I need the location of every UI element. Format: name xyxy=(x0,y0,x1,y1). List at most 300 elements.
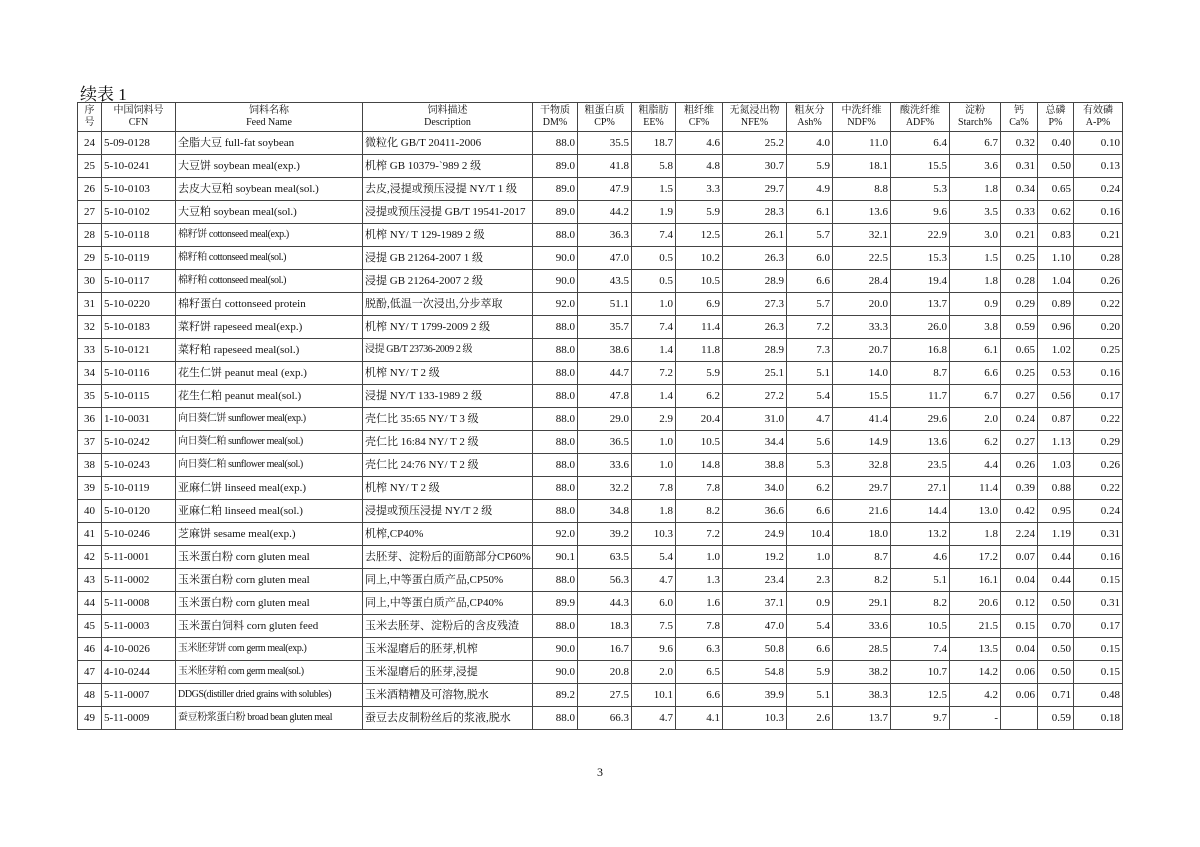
column-header xyxy=(723,103,787,132)
value-cell: 2.24 xyxy=(1001,523,1038,546)
value-cell: 88.0 xyxy=(533,224,578,247)
value-cell: 0.96 xyxy=(1038,316,1074,339)
value-cell: 4.7 xyxy=(632,707,676,730)
table-row xyxy=(78,270,1123,293)
feed-description: 脱酚,低温一次浸出,分步萃取 xyxy=(363,293,533,316)
feed-name: 花生仁饼 peanut meal (exp.) xyxy=(176,362,363,385)
value-cell: 33.6 xyxy=(578,454,632,477)
value-cell: 0.16 xyxy=(1074,546,1123,569)
value-cell: 27.2 xyxy=(723,385,787,408)
value-cell: 0.48 xyxy=(1074,684,1123,707)
column-header-en: EE% xyxy=(643,117,664,128)
value-cell: 0.04 xyxy=(1001,569,1038,592)
feed-number: 5-09-0128 xyxy=(102,132,176,155)
value-cell: 0.24 xyxy=(1074,178,1123,201)
table-row xyxy=(78,684,1123,707)
value-cell: 88.0 xyxy=(533,569,578,592)
value-cell: - xyxy=(950,707,1001,730)
row-number: 37 xyxy=(78,431,102,454)
value-cell: 47.0 xyxy=(723,615,787,638)
value-cell: 88.0 xyxy=(533,132,578,155)
column-header-en: Ash% xyxy=(797,117,822,128)
value-cell: 7.2 xyxy=(632,362,676,385)
column-header xyxy=(1074,103,1123,132)
feed-name: 玉米蛋白粉 corn gluten meal xyxy=(176,546,363,569)
table-row xyxy=(78,293,1123,316)
value-cell: 88.0 xyxy=(533,316,578,339)
column-header-zh: 总磷 xyxy=(1045,105,1066,116)
feed-number: 5-10-0102 xyxy=(102,201,176,224)
value-cell: 8.8 xyxy=(833,178,891,201)
feed-name: 蚕豆粉浆蛋白粉 broad bean gluten meal xyxy=(176,707,363,730)
feed-number: 4-10-0026 xyxy=(102,638,176,661)
value-cell: 34.4 xyxy=(723,431,787,454)
column-header-en: 号 xyxy=(84,117,95,128)
value-cell: 0.65 xyxy=(1038,178,1074,201)
feed-number: 5-10-0119 xyxy=(102,477,176,500)
table-row xyxy=(78,316,1123,339)
table-row xyxy=(78,661,1123,684)
value-cell: 20.6 xyxy=(950,592,1001,615)
value-cell: 13.6 xyxy=(891,431,950,454)
feed-number: 5-10-0121 xyxy=(102,339,176,362)
value-cell: 37.1 xyxy=(723,592,787,615)
row-number: 49 xyxy=(78,707,102,730)
value-cell: 1.10 xyxy=(1038,247,1074,270)
value-cell: 1.13 xyxy=(1038,431,1074,454)
value-cell: 0.18 xyxy=(1074,707,1123,730)
feed-name: 玉米胚芽饼 corn germ meal(exp.) xyxy=(176,638,363,661)
feed-number: 5-11-0009 xyxy=(102,707,176,730)
value-cell: 0.12 xyxy=(1001,592,1038,615)
table-row xyxy=(78,178,1123,201)
value-cell: 25.2 xyxy=(723,132,787,155)
feed-number: 5-10-0119 xyxy=(102,247,176,270)
value-cell: 90.0 xyxy=(533,661,578,684)
value-cell: 0.28 xyxy=(1074,247,1123,270)
value-cell: 0.25 xyxy=(1001,362,1038,385)
feed-number: 5-10-0242 xyxy=(102,431,176,454)
row-number: 27 xyxy=(78,201,102,224)
value-cell: 13.7 xyxy=(891,293,950,316)
feed-name: 玉米胚芽粕 corn germ meal(sol.) xyxy=(176,661,363,684)
value-cell: 1.4 xyxy=(632,385,676,408)
feed-number: 5-11-0003 xyxy=(102,615,176,638)
value-cell: 41.4 xyxy=(833,408,891,431)
feed-name: 棉籽粕 cottonseed meal(sol.) xyxy=(176,247,363,270)
column-header-zh: 序 xyxy=(84,105,95,116)
value-cell: 88.0 xyxy=(533,339,578,362)
value-cell: 0.15 xyxy=(1074,569,1123,592)
row-number: 42 xyxy=(78,546,102,569)
value-cell: 20.8 xyxy=(578,661,632,684)
value-cell: 8.7 xyxy=(891,362,950,385)
value-cell: 35.7 xyxy=(578,316,632,339)
value-cell: 18.0 xyxy=(833,523,891,546)
value-cell: 0.24 xyxy=(1074,500,1123,523)
table-row xyxy=(78,569,1123,592)
value-cell: 0.15 xyxy=(1074,638,1123,661)
value-cell: 63.5 xyxy=(578,546,632,569)
value-cell: 32.8 xyxy=(833,454,891,477)
value-cell: 0.21 xyxy=(1074,224,1123,247)
value-cell: 6.9 xyxy=(676,293,723,316)
value-cell: 35.5 xyxy=(578,132,632,155)
value-cell: 0.26 xyxy=(1001,454,1038,477)
value-cell: 7.5 xyxy=(632,615,676,638)
feed-number: 5-10-0243 xyxy=(102,454,176,477)
feed-description: 机榨 NY/ T 1799-2009 2 级 xyxy=(363,316,533,339)
column-header-en: CP% xyxy=(594,117,615,128)
table-row xyxy=(78,454,1123,477)
value-cell: 7.4 xyxy=(632,316,676,339)
value-cell: 0.50 xyxy=(1038,155,1074,178)
value-cell: 4.6 xyxy=(891,546,950,569)
value-cell: 6.3 xyxy=(676,638,723,661)
value-cell: 28.9 xyxy=(723,270,787,293)
value-cell: 14.4 xyxy=(891,500,950,523)
value-cell: 5.4 xyxy=(787,615,833,638)
value-cell: 6.4 xyxy=(891,132,950,155)
table-row xyxy=(78,362,1123,385)
column-header-en: CFN xyxy=(128,117,149,128)
value-cell: 43.5 xyxy=(578,270,632,293)
row-number: 40 xyxy=(78,500,102,523)
value-cell: 92.0 xyxy=(533,523,578,546)
feed-number: 5-10-0103 xyxy=(102,178,176,201)
value-cell: 19.4 xyxy=(891,270,950,293)
row-number: 38 xyxy=(78,454,102,477)
value-cell: 2.0 xyxy=(632,661,676,684)
value-cell: 7.8 xyxy=(676,615,723,638)
value-cell: 88.0 xyxy=(533,500,578,523)
column-header xyxy=(632,103,676,132)
value-cell: 0.5 xyxy=(632,270,676,293)
table-row xyxy=(78,431,1123,454)
value-cell: 6.1 xyxy=(950,339,1001,362)
value-cell: 0.15 xyxy=(1074,661,1123,684)
value-cell: 5.9 xyxy=(787,661,833,684)
value-cell: 0.32 xyxy=(1001,132,1038,155)
value-cell: 1.4 xyxy=(632,339,676,362)
value-cell: 6.1 xyxy=(787,201,833,224)
row-number: 36 xyxy=(78,408,102,431)
column-header xyxy=(533,103,578,132)
value-cell: 21.5 xyxy=(950,615,1001,638)
value-cell: 29.1 xyxy=(833,592,891,615)
value-cell: 47.8 xyxy=(578,385,632,408)
column-header xyxy=(1038,103,1074,132)
feed-number: 5-10-0115 xyxy=(102,385,176,408)
feed-composition-table xyxy=(77,102,1123,730)
value-cell: 38.3 xyxy=(833,684,891,707)
value-cell: 0.27 xyxy=(1001,431,1038,454)
value-cell: 1.5 xyxy=(632,178,676,201)
value-cell: 17.2 xyxy=(950,546,1001,569)
column-header-en: DM% xyxy=(542,117,568,128)
value-cell: 41.8 xyxy=(578,155,632,178)
feed-name: 大豆粕 soybean meal(sol.) xyxy=(176,201,363,224)
table-header xyxy=(78,103,1123,132)
column-header-en: NDF% xyxy=(847,117,876,128)
value-cell: 88.0 xyxy=(533,362,578,385)
value-cell: 0.15 xyxy=(1001,615,1038,638)
value-cell: 6.5 xyxy=(676,661,723,684)
value-cell: 1.9 xyxy=(632,201,676,224)
value-cell: 38.6 xyxy=(578,339,632,362)
value-cell: 0.88 xyxy=(1038,477,1074,500)
value-cell: 34.8 xyxy=(578,500,632,523)
value-cell: 10.4 xyxy=(787,523,833,546)
value-cell: 1.04 xyxy=(1038,270,1074,293)
feed-name: 玉米蛋白饲料 corn gluten feed xyxy=(176,615,363,638)
feed-description: 浸提 GB 21264-2007 1 级 xyxy=(363,247,533,270)
row-number: 25 xyxy=(78,155,102,178)
column-header-zh: 饲料描述 xyxy=(427,105,468,116)
value-cell: 3.8 xyxy=(950,316,1001,339)
value-cell: 6.6 xyxy=(787,638,833,661)
feed-name: 全脂大豆 full-fat soybean xyxy=(176,132,363,155)
row-number: 28 xyxy=(78,224,102,247)
value-cell: 88.0 xyxy=(533,431,578,454)
value-cell: 20.7 xyxy=(833,339,891,362)
feed-description: 玉米去胚芽、淀粉后的含皮残渣 xyxy=(363,615,533,638)
value-cell: 89.2 xyxy=(533,684,578,707)
value-cell: 0.04 xyxy=(1001,638,1038,661)
value-cell: 4.2 xyxy=(950,684,1001,707)
value-cell: 11.4 xyxy=(676,316,723,339)
value-cell: 0.44 xyxy=(1038,546,1074,569)
value-cell: 1.6 xyxy=(676,592,723,615)
value-cell: 10.5 xyxy=(891,615,950,638)
feed-number: 5-11-0002 xyxy=(102,569,176,592)
value-cell: 29.7 xyxy=(723,178,787,201)
feed-name: 菜籽饼 rapeseed meal(exp.) xyxy=(176,316,363,339)
value-cell: 8.2 xyxy=(891,592,950,615)
column-header xyxy=(578,103,632,132)
value-cell: 6.2 xyxy=(787,477,833,500)
value-cell: 1.02 xyxy=(1038,339,1074,362)
value-cell: 5.3 xyxy=(891,178,950,201)
value-cell: 36.3 xyxy=(578,224,632,247)
value-cell: 22.9 xyxy=(891,224,950,247)
row-number: 41 xyxy=(78,523,102,546)
feed-description: 机榨 NY/ T 2 级 xyxy=(363,362,533,385)
feed-description: 机榨 NY/ T 129-1989 2 级 xyxy=(363,224,533,247)
column-header xyxy=(676,103,723,132)
value-cell: 0.13 xyxy=(1074,155,1123,178)
value-cell: 10.3 xyxy=(723,707,787,730)
value-cell: 4.0 xyxy=(787,132,833,155)
row-number: 26 xyxy=(78,178,102,201)
value-cell: 13.7 xyxy=(833,707,891,730)
value-cell: 5.3 xyxy=(787,454,833,477)
column-header-zh: 粗脂肪 xyxy=(638,105,669,116)
column-header-en: Ca% xyxy=(1009,117,1029,128)
value-cell: 10.5 xyxy=(676,431,723,454)
value-cell: 3.0 xyxy=(950,224,1001,247)
feed-name: 大豆饼 soybean meal(exp.) xyxy=(176,155,363,178)
value-cell: 23.5 xyxy=(891,454,950,477)
value-cell: 92.0 xyxy=(533,293,578,316)
value-cell: 0.65 xyxy=(1001,339,1038,362)
value-cell: 24.9 xyxy=(723,523,787,546)
value-cell: 39.9 xyxy=(723,684,787,707)
feed-number: 5-10-0246 xyxy=(102,523,176,546)
feed-number: 5-11-0001 xyxy=(102,546,176,569)
column-header-en: NFE% xyxy=(740,117,769,128)
feed-number: 5-10-0118 xyxy=(102,224,176,247)
column-header-zh: 酸洗纤维 xyxy=(900,105,940,116)
value-cell: 5.4 xyxy=(632,546,676,569)
feed-description: 壳仁比 16:84 NY/ T 2 级 xyxy=(363,431,533,454)
table-row xyxy=(78,592,1123,615)
column-header-en: ADF% xyxy=(905,117,935,128)
feed-description: 玉米湿磨后的胚芽,浸提 xyxy=(363,661,533,684)
table-row xyxy=(78,408,1123,431)
value-cell: 0.42 xyxy=(1001,500,1038,523)
value-cell: 2.0 xyxy=(950,408,1001,431)
feed-name: 玉米蛋白粉 corn gluten meal xyxy=(176,592,363,615)
value-cell: 47.9 xyxy=(578,178,632,201)
value-cell: 28.3 xyxy=(723,201,787,224)
column-header-en: A-P% xyxy=(1085,117,1111,128)
value-cell: 2.3 xyxy=(787,569,833,592)
column-header-zh: 中国饲料号 xyxy=(113,105,164,116)
value-cell: 36.5 xyxy=(578,431,632,454)
value-cell: 44.3 xyxy=(578,592,632,615)
value-cell: 0.9 xyxy=(787,592,833,615)
value-cell: 1.19 xyxy=(1038,523,1074,546)
value-cell: 7.2 xyxy=(787,316,833,339)
value-cell: 1.3 xyxy=(676,569,723,592)
value-cell: 18.1 xyxy=(833,155,891,178)
column-header xyxy=(787,103,833,132)
value-cell: 88.0 xyxy=(533,707,578,730)
value-cell: 1.0 xyxy=(632,431,676,454)
column-header xyxy=(102,103,176,132)
value-cell: 13.2 xyxy=(891,523,950,546)
value-cell: 13.6 xyxy=(833,201,891,224)
column-header xyxy=(363,103,533,132)
value-cell: 88.0 xyxy=(533,385,578,408)
feed-description: 玉米酒精糟及可溶物,脱水 xyxy=(363,684,533,707)
feed-number: 5-10-0241 xyxy=(102,155,176,178)
feed-description: 机榨 GB 10379-`989 2 级 xyxy=(363,155,533,178)
value-cell: 89.0 xyxy=(533,178,578,201)
value-cell: 5.1 xyxy=(787,362,833,385)
value-cell: 4.9 xyxy=(787,178,833,201)
value-cell: 89.0 xyxy=(533,155,578,178)
feed-description: 壳仁比 35:65 NY/ T 3 级 xyxy=(363,408,533,431)
column-header-zh: 中洗纤维 xyxy=(841,105,882,116)
value-cell: 26.0 xyxy=(891,316,950,339)
row-number: 24 xyxy=(78,132,102,155)
column-header xyxy=(833,103,891,132)
feed-name: 向日葵仁粕 sunflower meal(sol.) xyxy=(176,431,363,454)
value-cell: 15.3 xyxy=(891,247,950,270)
value-cell: 19.2 xyxy=(723,546,787,569)
value-cell: 66.3 xyxy=(578,707,632,730)
feed-description: 机榨,CP40% xyxy=(363,523,533,546)
value-cell: 7.4 xyxy=(632,224,676,247)
value-cell: 9.6 xyxy=(891,201,950,224)
column-header-zh: 粗灰分 xyxy=(794,105,825,116)
value-cell: 15.5 xyxy=(833,385,891,408)
value-cell: 14.0 xyxy=(833,362,891,385)
value-cell: 0.50 xyxy=(1038,638,1074,661)
value-cell: 27.5 xyxy=(578,684,632,707)
row-number: 31 xyxy=(78,293,102,316)
feed-description: 浸提 GB 21264-2007 2 级 xyxy=(363,270,533,293)
value-cell: 88.0 xyxy=(533,408,578,431)
value-cell: 90.0 xyxy=(533,638,578,661)
value-cell: 1.0 xyxy=(632,293,676,316)
feed-number: 5-10-0116 xyxy=(102,362,176,385)
value-cell: 28.4 xyxy=(833,270,891,293)
value-cell: 29.6 xyxy=(891,408,950,431)
value-cell: 0.59 xyxy=(1001,316,1038,339)
table-row xyxy=(78,477,1123,500)
value-cell: 8.7 xyxy=(833,546,891,569)
table-row xyxy=(78,500,1123,523)
value-cell: 89.0 xyxy=(533,201,578,224)
value-cell: 33.6 xyxy=(833,615,891,638)
value-cell: 0.50 xyxy=(1038,592,1074,615)
value-cell: 28.9 xyxy=(723,339,787,362)
feed-number: 5-11-0007 xyxy=(102,684,176,707)
value-cell: 0.5 xyxy=(632,247,676,270)
column-header-en: P% xyxy=(1048,117,1063,128)
value-cell: 0.89 xyxy=(1038,293,1074,316)
value-cell: 10.7 xyxy=(891,661,950,684)
feed-description: 去胚芽、淀粉后的面筋部分CP60% xyxy=(363,546,533,569)
value-cell: 14.2 xyxy=(950,661,1001,684)
value-cell: 11.7 xyxy=(891,385,950,408)
header-row xyxy=(78,103,1123,132)
value-cell: 0.25 xyxy=(1001,247,1038,270)
column-header xyxy=(176,103,363,132)
value-cell: 0.71 xyxy=(1038,684,1074,707)
value-cell: 12.5 xyxy=(891,684,950,707)
column-header-zh: 无氮浸出物 xyxy=(729,105,780,116)
feed-description: 蚕豆去皮制粉丝后的浆液,脱水 xyxy=(363,707,533,730)
column-header xyxy=(1001,103,1038,132)
row-number: 45 xyxy=(78,615,102,638)
value-cell: 5.4 xyxy=(787,385,833,408)
value-cell: 0.22 xyxy=(1074,408,1123,431)
value-cell: 6.6 xyxy=(787,270,833,293)
column-header xyxy=(950,103,1001,132)
value-cell: 90.0 xyxy=(533,247,578,270)
feed-number: 5-10-0120 xyxy=(102,500,176,523)
value-cell: 6.6 xyxy=(787,500,833,523)
value-cell: 0.21 xyxy=(1001,224,1038,247)
value-cell: 0.29 xyxy=(1074,431,1123,454)
value-cell: 0.22 xyxy=(1074,293,1123,316)
value-cell: 0.26 xyxy=(1074,270,1123,293)
feed-name: 玉米蛋白粉 corn gluten meal xyxy=(176,569,363,592)
value-cell: 6.7 xyxy=(950,385,1001,408)
value-cell: 1.8 xyxy=(950,523,1001,546)
value-cell: 1.03 xyxy=(1038,454,1074,477)
value-cell: 27.1 xyxy=(891,477,950,500)
value-cell: 10.3 xyxy=(632,523,676,546)
value-cell: 5.9 xyxy=(676,201,723,224)
value-cell: 15.5 xyxy=(891,155,950,178)
value-cell: 0.53 xyxy=(1038,362,1074,385)
value-cell: 90.0 xyxy=(533,270,578,293)
